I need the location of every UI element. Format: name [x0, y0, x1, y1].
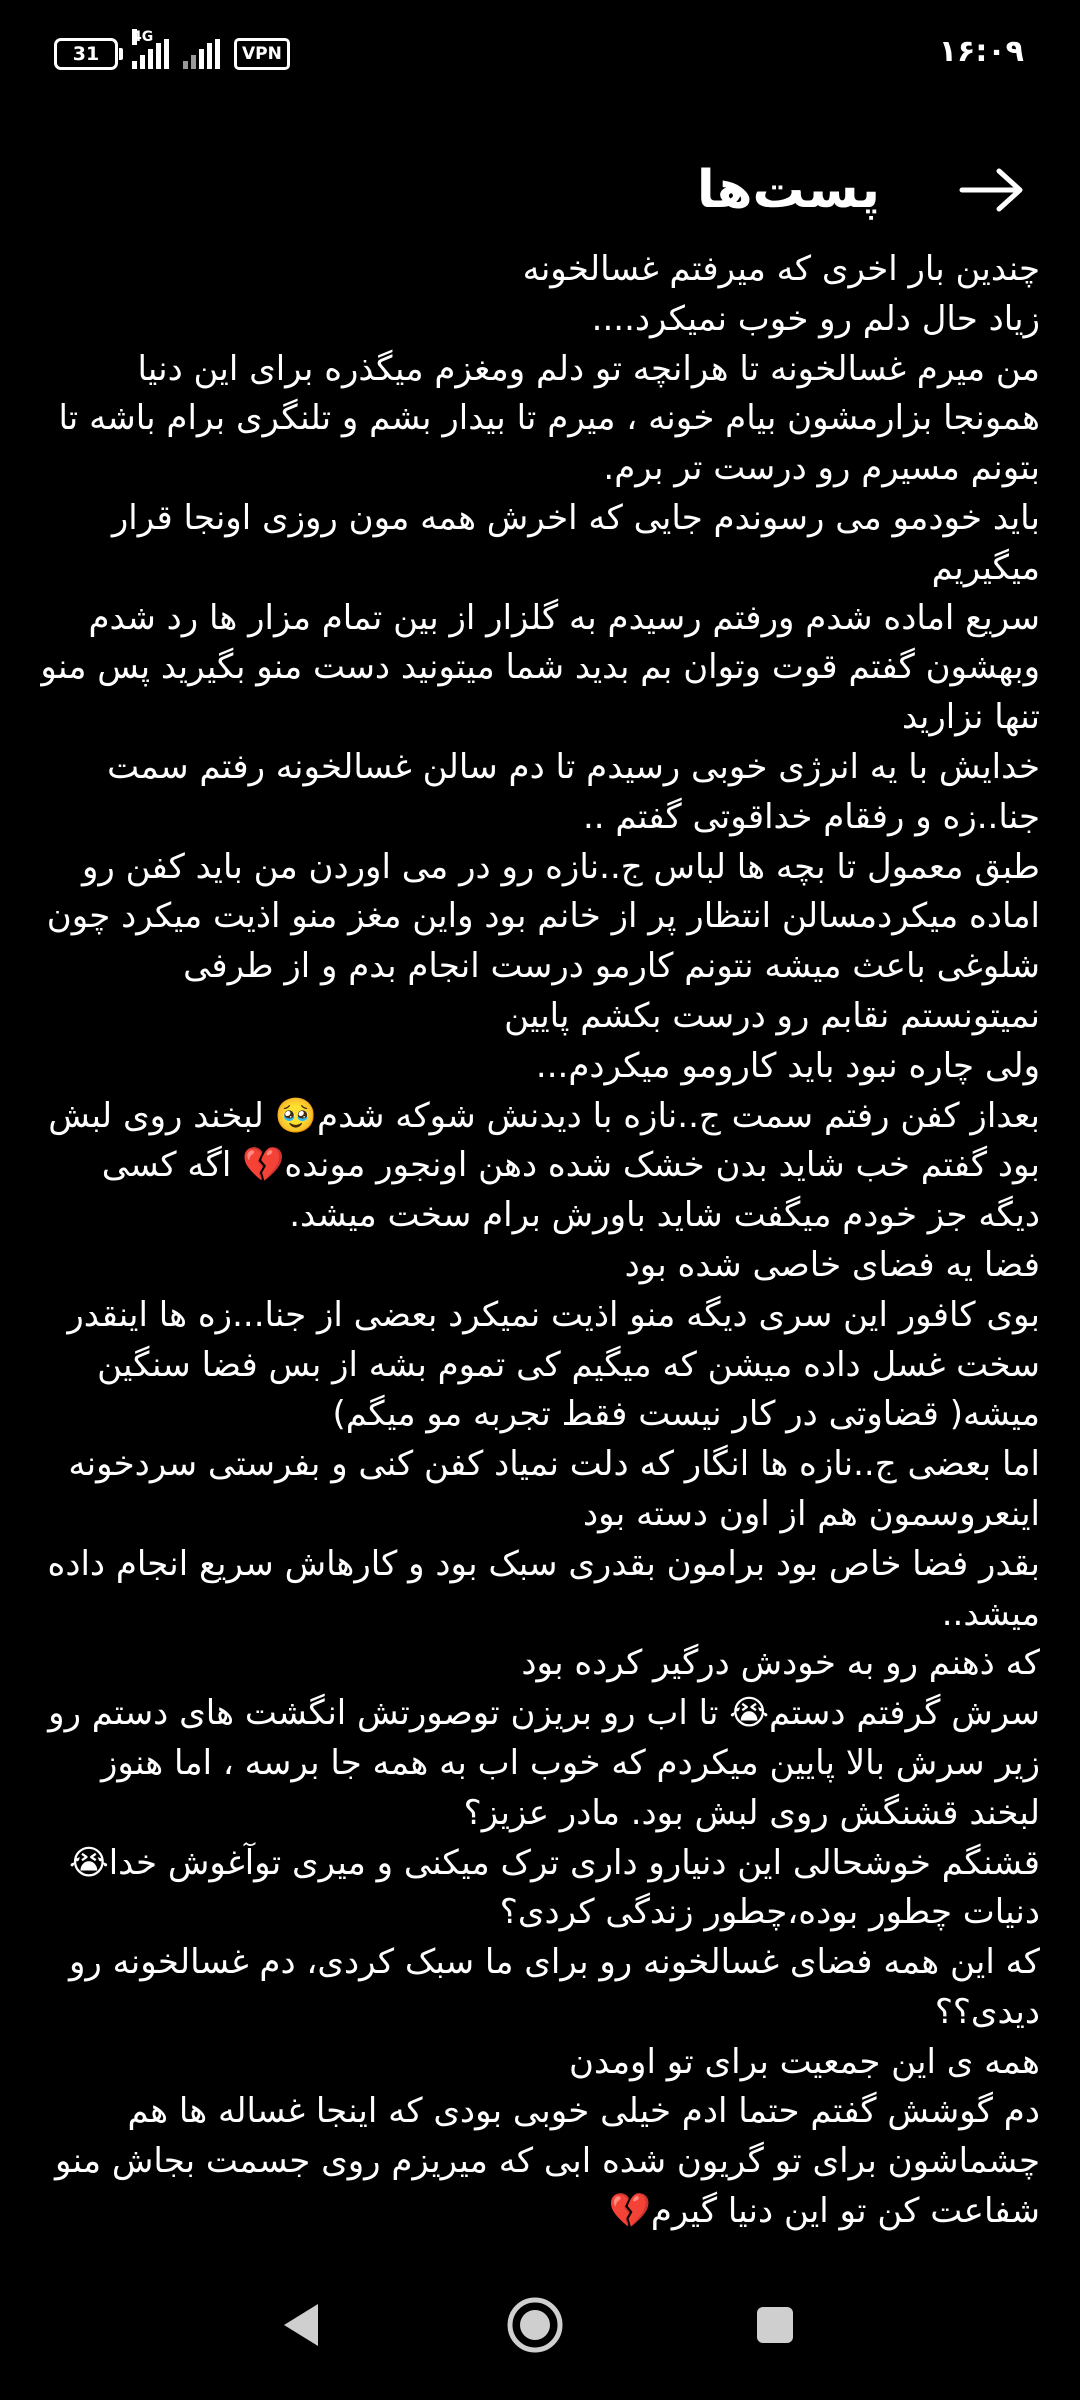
post-paragraph: که ذهنم رو به خودش درگیر کرده بود	[521, 1643, 1040, 1684]
nav-recents-button[interactable]	[740, 2290, 810, 2360]
post-paragraph: من میرم غسالخونه تا هرانچه تو دلم ومغزم میگذره برای این دنیا همونجا بزارمشون بیام خونه ، میرم تا بیدار بشم و تلنگری برام باشه تا بتونم مسیرم رو درست تر برم.	[58, 348, 1040, 489]
clock: ۱۶:۰۹	[938, 34, 1024, 69]
square-recents-icon	[753, 2303, 797, 2347]
vpn-badge: VPN	[234, 38, 290, 70]
arrow-right-icon	[959, 168, 1025, 212]
header	[0, 140, 1080, 240]
post-paragraph: قشنگم خوشحالی این دنیارو داری ترک میکنی و میری توآغوش خدا😭 دنیات چطور بوده،چطور زندگی کردی؟	[69, 1842, 1040, 1933]
signal-4g-icon	[132, 29, 169, 69]
post-paragraph: دم گوشش گفتم حتما ادم خیلی خوبی بودی که اینجا غساله ها هم چشماشون برای تو گریون شده ابی که میریزم روی جسمت بجاش منو شفاعت کن تو این دنیا گیرم💔	[55, 2091, 1040, 2232]
post-paragraph: خدایش با یه انرژی خوبی رسیدم تا دم سالن غسالخونه رفتم سمت جنا..زه و رفقام خداقوتی گفتم ..	[107, 746, 1040, 837]
signal-icon	[183, 39, 220, 69]
post-body	[40, 245, 1040, 2235]
post-paragraph: همه ی این جمعیت برای تو اومدن	[569, 2041, 1040, 2082]
nav-home-button[interactable]	[500, 2290, 570, 2360]
post-paragraph: ولی چاره نبود باید کارومو میکردم...	[535, 1045, 1040, 1086]
navigation-bar	[0, 2250, 1080, 2400]
battery-icon	[54, 38, 118, 70]
battery-level: 31	[72, 43, 100, 65]
post-paragraph: زیاد حال دلم رو خوب نمیکرد....	[591, 298, 1040, 339]
triangle-back-icon	[278, 2300, 322, 2350]
post-paragraph: اما بعضی ج..نازه ها انگار که دلت نمیاد کفن کنی و بفرستی سردخونه اینعروسمون هم از اون دسته بود	[68, 1444, 1040, 1534]
post-paragraph: که این همه فضای غسالخونه رو برای ما سبک کردی، دم غسالخونه رو دیدی؟؟	[68, 1942, 1040, 2032]
page-title: پست‌ها	[696, 160, 880, 220]
nav-back-button[interactable]	[265, 2290, 335, 2360]
back-button[interactable]	[952, 160, 1032, 220]
post-paragraph: باید خودمو می رسوندم جایی که اخرش همه مون روزی اونجا قرار میگیریم	[111, 497, 1040, 588]
post-paragraph: بوی کافور این سری دیگه منو اذیت نمیکرد بعضی از جنا...زه ها اینقدر سخت غسل داده میشن که میگیم کی تموم بشه از بس فضا سنگین میشه( قضاوتی در کار نیست فقط تجربه مو میگم)	[67, 1294, 1040, 1435]
post-paragraph: طبق معمول تا بچه ها لباس ج..نازه رو در می اوردن من باید کفن رو اماده میکردمسالن انتظار پر از خانم بود واین مغز منو اذیت میکرد چون شلوغی باعث میشه نتونم کارمو درست انجام بدم و از طرفی نمیتونستم نقابم رو درست بکشم پایین	[46, 846, 1040, 1036]
status-icons	[54, 29, 290, 72]
status-bar	[0, 0, 1080, 110]
post-paragraph: بقدر فضا خاص بود برامون بقدری سبک بود و کارهاش سریع انجام داده میشد..	[47, 1543, 1040, 1634]
post-paragraph: چندین بار اخری که میرفتم غسالخونه	[522, 249, 1040, 289]
post-paragraph: سرش گرفتم دستم😭 تا اب رو بریزن توصورتش انگشت های دستم رو زیر سرش بالا پایین میکردم که خوب اب به همه جا برسه ، اما هنوز لبخند قشنگش روی لبش بود. مادر عزیز؟	[48, 1693, 1040, 1833]
post-paragraph: سریع اماده شدم ورفتم رسیدم به گلزار از بین تمام مزار ها رد شدم وبهشون گفتم قوت وتوان بم بدید شما میتونید دست منو بگیرید پس منو تنها نزارید	[40, 597, 1040, 738]
network-label: 4G	[132, 29, 154, 45]
circle-home-icon	[505, 2295, 565, 2355]
post-paragraph: فضا یه فضای خاصی شده بود	[624, 1244, 1040, 1285]
post-paragraph: بعداز کفن رفتم سمت ج..نازه با دیدنش شوکه شدم🥹 لبخند روی لبش بود گفتم خب شاید بدن خشک شده دهن اونجور مونده💔 اگه کسی دیگه جز خودم میگفت شاید باورش برام سخت میشد.	[48, 1095, 1040, 1236]
